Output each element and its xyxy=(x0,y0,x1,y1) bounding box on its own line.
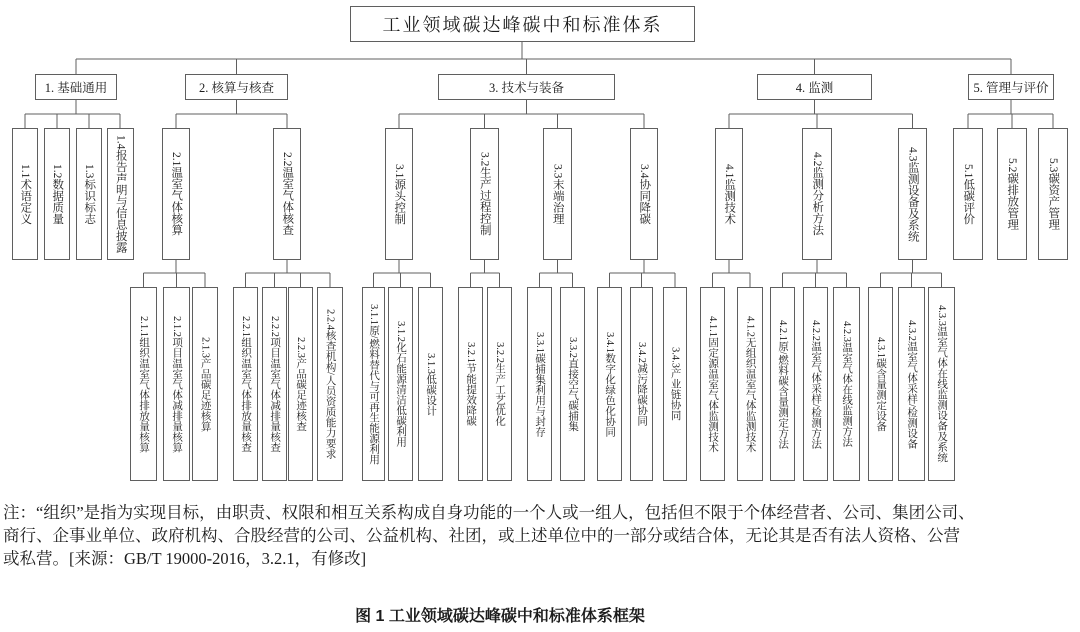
node-1-2 xyxy=(44,128,70,260)
node-3-3-1-label: 3.3.1碳捕集利用与封存 xyxy=(534,331,546,437)
node-3-4-2 xyxy=(630,287,653,481)
node-3-label: 3. 技术与装备 xyxy=(488,81,564,95)
node-4-1-1 xyxy=(700,287,725,481)
node-3-3-2 xyxy=(560,287,585,481)
node-1-4 xyxy=(107,128,134,260)
node-3-4-1 xyxy=(597,287,622,481)
node-3-4-label: 3.4协同降碳 xyxy=(638,163,651,225)
node-2-1-3 xyxy=(192,287,218,481)
diagram-title-box xyxy=(350,6,695,42)
node-2-1-3-label: 2.1.3产品碳足迹核算 xyxy=(199,336,211,432)
node-2 xyxy=(185,74,288,100)
footnote-line-3: 或私营。[来源：GB/T 19000-2016，3.2.1，有修改] xyxy=(3,549,367,568)
node-3-2-2-label: 3.2.2生产工艺优化 xyxy=(494,342,506,426)
node-4-2-2 xyxy=(803,287,828,481)
node-3-4-1-label: 3.4.1数字化绿色化协同 xyxy=(604,331,616,437)
node-3-1-3 xyxy=(418,287,443,481)
node-2-2-4-label: 2.2.4核查机构/人员资质能力要求 xyxy=(324,309,336,459)
node-4-3-3 xyxy=(928,287,955,481)
footnote xyxy=(3,501,1079,570)
node-3-2-label: 3.2生产过程控制 xyxy=(478,152,491,236)
node-3-1-2-label: 3.1.2化石能源清洁低碳利用 xyxy=(395,321,407,447)
node-3-2-1 xyxy=(458,287,483,481)
node-4-3-2 xyxy=(898,287,925,481)
node-3-3-2-label: 3.3.2直接空气碳捕集 xyxy=(567,336,579,432)
node-3-4-3 xyxy=(663,287,687,481)
node-1-label: 1. 基础通用 xyxy=(44,81,108,95)
node-2-2-1 xyxy=(233,287,258,481)
node-4-2-3-label: 4.2.3温室气体在线监测方法 xyxy=(841,321,853,447)
node-2-2-3-label: 2.2.3产品碳足迹核查 xyxy=(295,336,307,432)
node-2-1-2-label: 2.1.2项目温室气体减排量核算 xyxy=(171,315,183,453)
node-5-3-label: 5.3碳资产管理 xyxy=(1047,158,1060,230)
node-4-2-1 xyxy=(770,287,795,481)
node-2-2-3 xyxy=(288,287,313,481)
node-4-3 xyxy=(898,128,927,260)
node-1-1-label: 1.1术语定义 xyxy=(19,163,32,225)
node-3-4-2-label: 3.4.2减污降碳协同 xyxy=(636,342,648,426)
node-1 xyxy=(35,74,117,100)
node-2-2-2-label: 2.2.2项目温室气体减排量核查 xyxy=(269,315,281,453)
node-4 xyxy=(757,74,872,100)
node-5-3 xyxy=(1038,128,1068,260)
node-4-3-1-label: 4.3.1碳含量测定设备 xyxy=(875,336,887,432)
node-4-label: 4. 监测 xyxy=(795,81,834,95)
diagram-title: 工业领域碳达峰碳中和标准体系 xyxy=(382,15,663,35)
node-3-3 xyxy=(543,128,572,260)
footnote-line-1: 注：“组织”是指为实现目标，由职责、权限和相互关系构成自身功能的一个人或一组人，包括但不限于个体经营者、公司、集团公司、 xyxy=(3,503,975,522)
node-2-1-2 xyxy=(163,287,190,481)
node-3-3-label: 3.3末端治理 xyxy=(551,163,564,225)
node-3-4-3-label: 3.4.3产业链协同 xyxy=(669,347,681,421)
node-1-3-label: 1.3标识标志 xyxy=(83,163,96,225)
node-3-1-1-label: 3.1.1原/燃料替代与可再生能源利用 xyxy=(368,303,380,465)
node-1-1 xyxy=(12,128,38,260)
node-1-4-label: 1.4报告声明与信息披露 xyxy=(114,135,127,253)
node-5 xyxy=(968,74,1054,100)
node-4-3-1 xyxy=(868,287,893,481)
node-3-2-2 xyxy=(487,287,512,481)
node-3-2 xyxy=(470,128,499,260)
node-4-2-label: 4.2监测分析方法 xyxy=(811,152,824,236)
node-5-1 xyxy=(953,128,983,260)
node-5-label: 5. 管理与评价 xyxy=(973,81,1049,95)
footnote-line-2: 商行、企事业单位、政府机构、合股经营的公司、公益机构、社团，或上述单位中的一部分或结合体，无论其是否有法人资格、公营 xyxy=(3,526,960,545)
node-4-2-1-label: 4.2.1原/燃料碳含量测定方法 xyxy=(777,319,789,449)
node-4-1-2-label: 4.1.2无组织温室气体监测技术 xyxy=(744,315,756,453)
node-3-1-3-label: 3.1.3低碳设计 xyxy=(425,352,437,416)
node-4-2-3 xyxy=(833,287,860,481)
node-3-1-label: 3.1源头控制 xyxy=(393,163,406,225)
node-3-2-1-label: 3.2.1节能提效降碳 xyxy=(465,342,477,426)
node-2-label: 2. 核算与核查 xyxy=(198,81,274,95)
node-2-2-2 xyxy=(262,287,287,481)
node-4-3-label: 4.3监测设备及系统 xyxy=(906,146,919,242)
node-3 xyxy=(438,74,615,100)
node-2-1-1-label: 2.1.1组织温室气体排放量核算 xyxy=(138,315,150,453)
figure-caption: 图 1 工业领域碳达峰碳中和标准体系框架 xyxy=(355,608,645,625)
node-1-2-label: 1.2数据质量 xyxy=(51,163,64,225)
node-4-2-2-label: 4.2.2温室气体采样/检测方法 xyxy=(810,319,822,449)
node-3-1-1 xyxy=(362,287,385,481)
node-1-3 xyxy=(76,128,102,260)
node-2-2 xyxy=(273,128,301,260)
node-3-1 xyxy=(385,128,413,260)
node-2-1 xyxy=(162,128,190,260)
node-3-1-2 xyxy=(388,287,413,481)
node-2-1-1 xyxy=(130,287,157,481)
node-2-2-1-label: 2.2.1组织温室气体排放量核查 xyxy=(240,315,252,453)
node-2-2-label: 2.2温室气体核查 xyxy=(281,152,294,236)
node-2-1-label: 2.1温室气体核算 xyxy=(170,152,183,236)
node-3-3-1 xyxy=(527,287,552,481)
node-5-2 xyxy=(997,128,1027,260)
node-4-1-2 xyxy=(737,287,763,481)
node-4-3-3-label: 4.3.3温室气体在线监测设备及系统 xyxy=(936,305,948,463)
node-4-1-label: 4.1监测技术 xyxy=(723,163,736,225)
node-5-1-label: 5.1低碳评价 xyxy=(962,163,975,225)
node-2-2-4 xyxy=(317,287,343,481)
node-5-2-label: 5.2碳排放管理 xyxy=(1006,158,1019,230)
node-4-1-1-label: 4.1.1固定源温室气体监测技术 xyxy=(707,315,719,453)
node-4-3-2-label: 4.3.2温室气体采样/检测设备 xyxy=(906,319,918,449)
node-4-2 xyxy=(802,128,832,260)
node-3-4 xyxy=(630,128,658,260)
node-4-1 xyxy=(715,128,743,260)
